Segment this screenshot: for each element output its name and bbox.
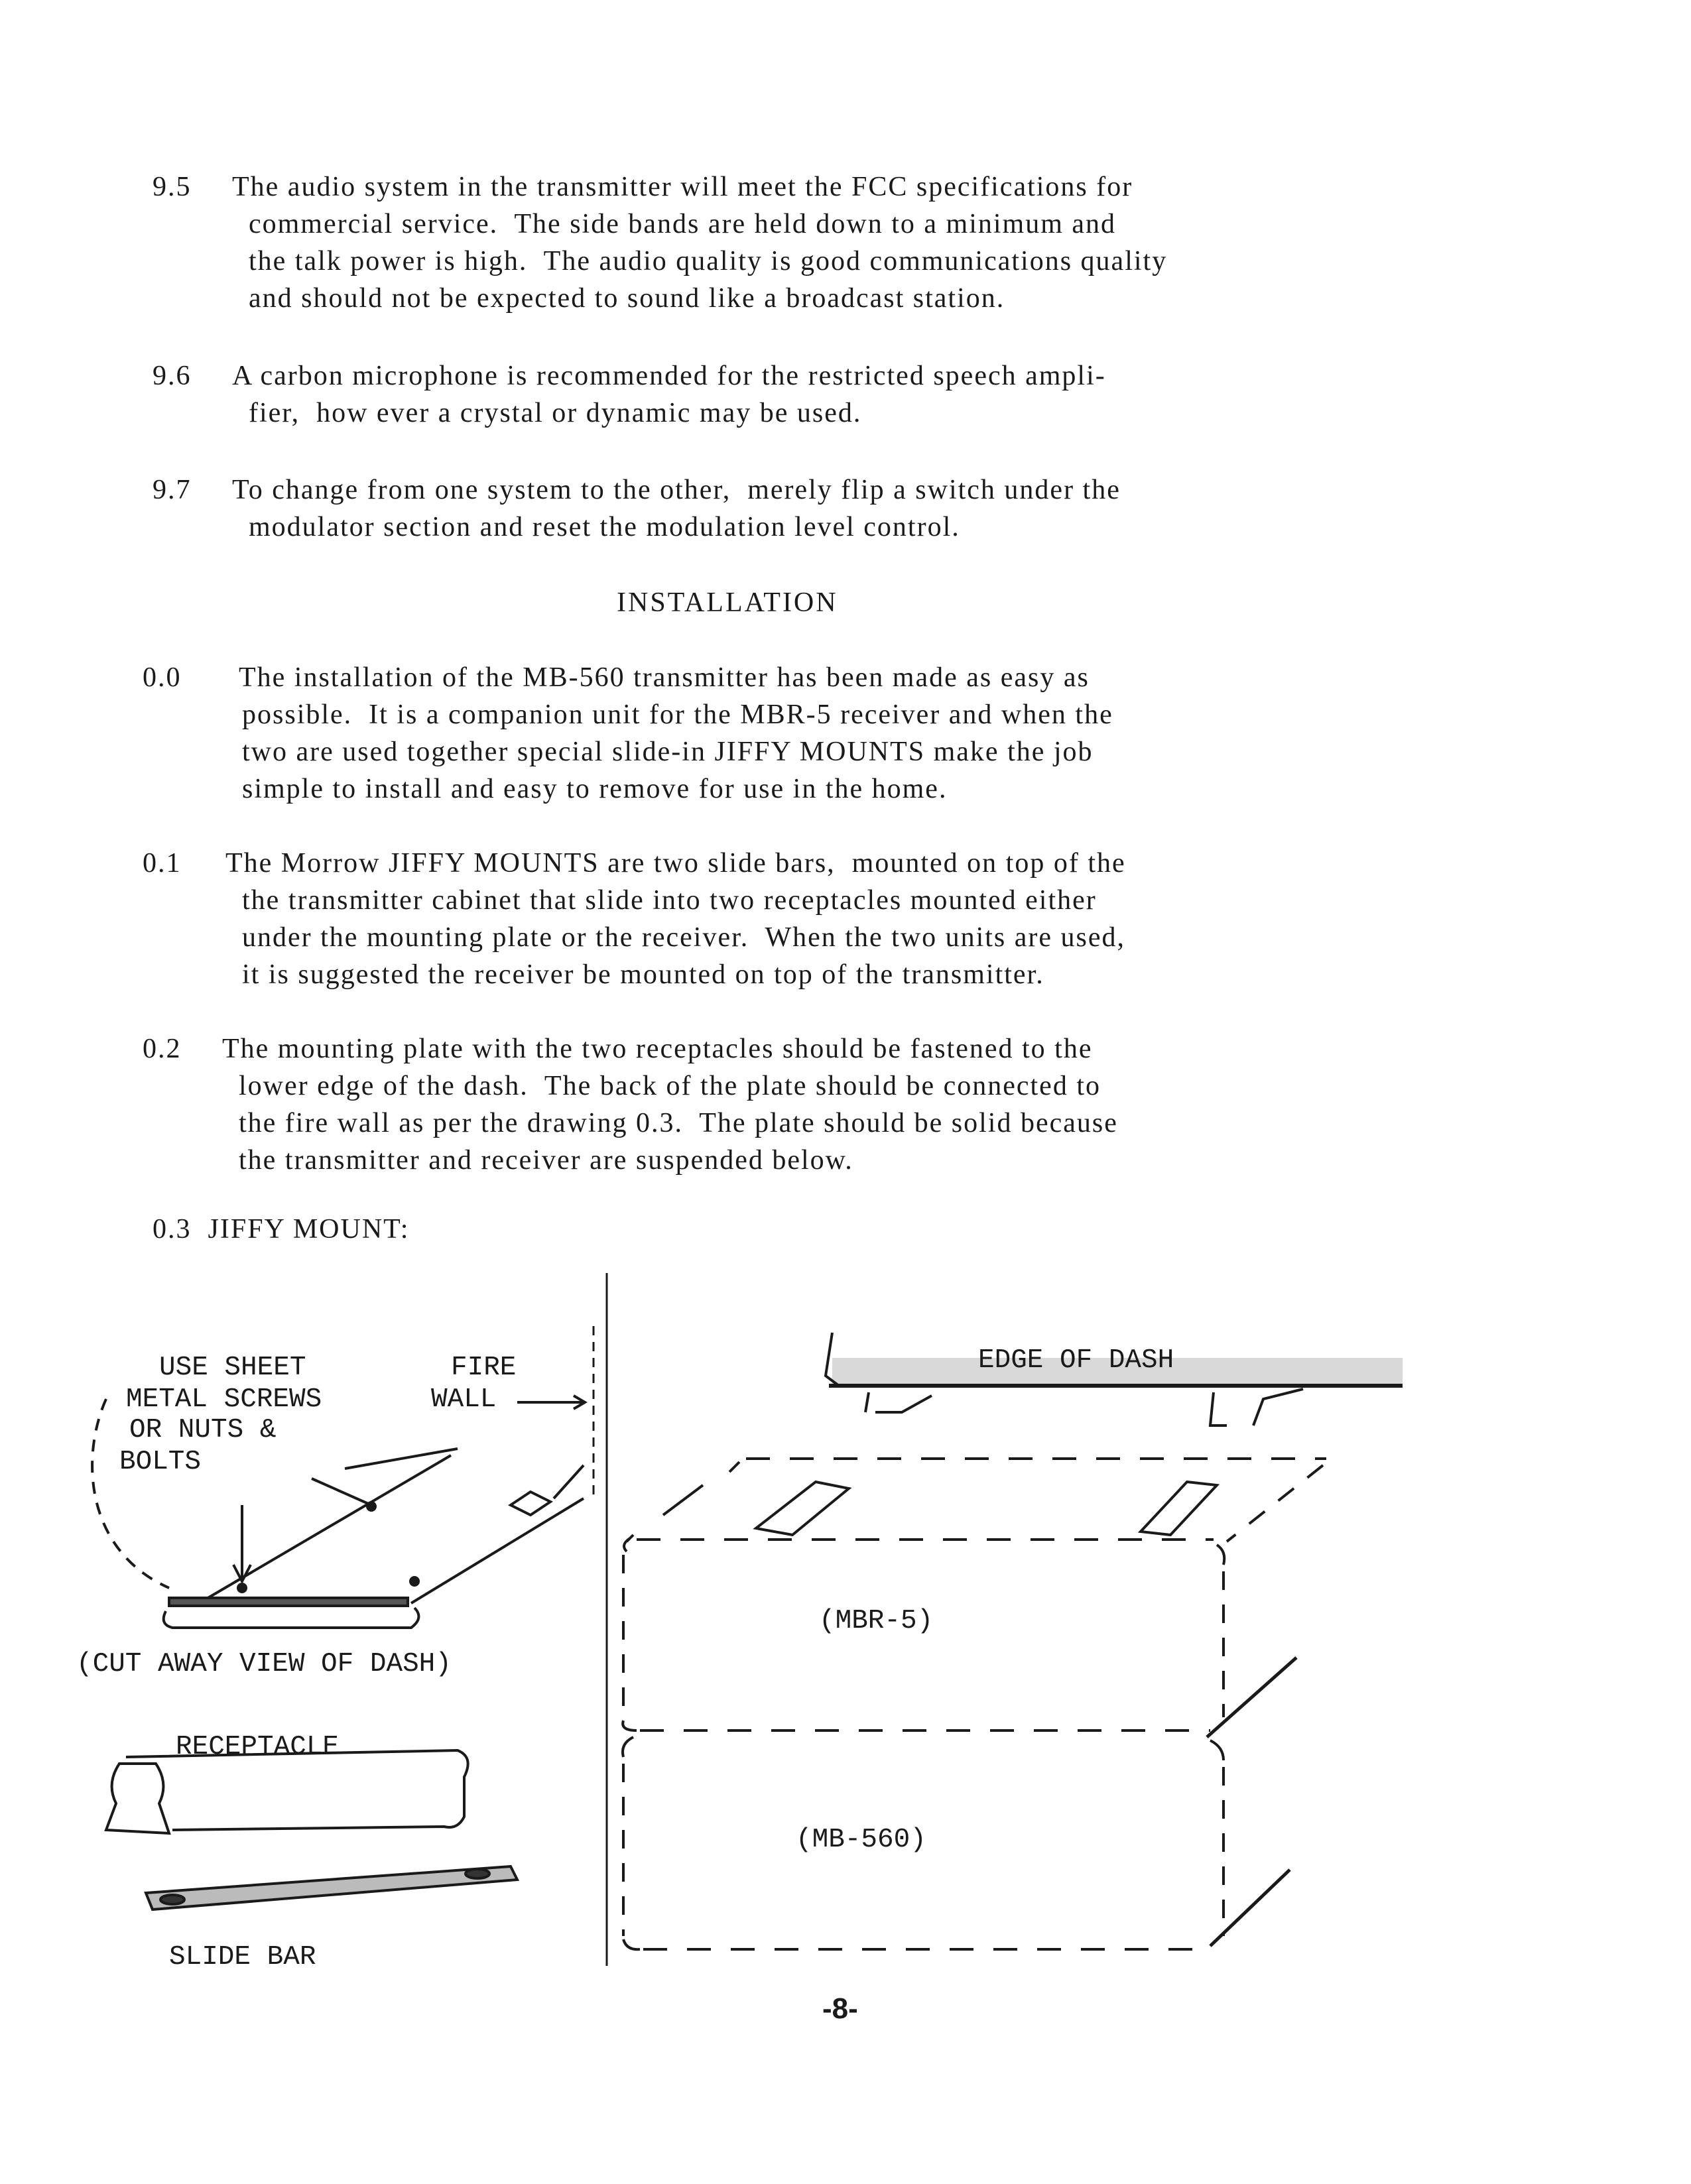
box-corner (624, 1538, 630, 1551)
text-line: the talk power is high. The audio quality is good communications quality (249, 246, 1168, 276)
fire-wall-label: WALL (431, 1384, 497, 1415)
text-line: The audio system in the transmitter will meet the FCC specifications for (232, 172, 1133, 202)
text-line: The Morrow JIFFY MOUNTS are two slide bars, mounted on top of the (225, 848, 1126, 879)
slide-bar-hole (160, 1895, 184, 1904)
slide-bar (146, 1866, 517, 1910)
text-line: the transmitter and receiver are suspended below. (239, 1145, 853, 1176)
dashed-edge (627, 1462, 739, 1542)
plate-bottom (164, 1608, 419, 1628)
text-line: commercial service. The side bands are held down to a minimum and (249, 209, 1117, 239)
receptacle-under-dash (865, 1392, 932, 1412)
box-corner (623, 1737, 633, 1757)
text-line: under the mounting plate or the receiver. When the two units are used, (242, 922, 1126, 953)
figure-caption (153, 1213, 409, 1245)
section-number: 9.5 (153, 172, 192, 202)
box-corner (1210, 1740, 1223, 1760)
section-number: 9.6 (153, 361, 192, 391)
receptacle-end (106, 1764, 169, 1833)
text-line: possible. It is a companion unit for the MBR-5 receiver and when the (242, 699, 1113, 730)
section-number: 0.0 (143, 662, 182, 693)
text-line: the transmitter cabinet that slide into two receptacles mounted either (242, 885, 1097, 916)
slide-bar-hole (466, 1869, 489, 1878)
box-corner (623, 1939, 640, 1949)
text-line: To change from one system to the other, merely flip a switch under the (232, 475, 1121, 505)
cutaway-label: (CUT AWAY VIEW OF DASH) (76, 1649, 452, 1679)
screw-hole (238, 1584, 246, 1592)
section-number: 0.2 (143, 1034, 182, 1064)
leader-line (345, 1449, 458, 1469)
text-line: fier, how ever a crystal or dynamic may be used. (249, 398, 862, 428)
box-corner (623, 1721, 637, 1730)
text-line: simple to install and easy to remove for use in the home. (242, 774, 948, 804)
text-line: the fire wall as per the drawing 0.3. The plate should be solid because (239, 1108, 1118, 1138)
text-line: modulator section and reset the modulation level control. (249, 512, 960, 542)
text-line: and should not be expected to sound like a broadcast station. (249, 283, 1005, 314)
receiver-label: (MBR-5) (819, 1606, 934, 1636)
receptacle-label: RECEPTACLE (176, 1732, 340, 1762)
screw-note-line: BOLTS (119, 1447, 202, 1477)
slide-bar-top (1141, 1482, 1217, 1535)
edge-of-dash-label: EDGE OF DASH (978, 1345, 1174, 1376)
screw-note-line: METAL SCREWS (126, 1384, 322, 1415)
page-number: -8- (822, 1992, 858, 2025)
receptacle-body (126, 1750, 468, 1830)
transmitter-label: (MB-560) (796, 1825, 926, 1855)
bracket (511, 1492, 550, 1515)
dashed-edge (1227, 1465, 1323, 1542)
text-line: lower edge of the dash. The back of the plate should be connected to (239, 1071, 1101, 1101)
mounting-plate (169, 1598, 408, 1606)
screw-note-line: USE SHEET (159, 1353, 306, 1383)
slide-bar-top (756, 1482, 849, 1535)
receptacle-under-dash (1210, 1389, 1303, 1426)
screw-note-line: OR NUTS & (129, 1415, 277, 1445)
section-number: 9.7 (153, 475, 192, 505)
fire-wall-label: FIRE (451, 1353, 517, 1383)
text-line: it is suggested the receiver be mounted on top of the transmitter. (242, 959, 1044, 990)
box-corner (1217, 1545, 1224, 1565)
mbr5-side-edge (1207, 1658, 1296, 1737)
plate-edge (411, 1498, 584, 1603)
leader-line (312, 1479, 371, 1505)
screw-hole (367, 1502, 375, 1510)
bracket-arrow (554, 1465, 584, 1498)
text-line: The mounting plate with the two receptacles should be fastened to the (222, 1034, 1093, 1064)
text-line: The installation of the MB-560 transmitter has been made as easy as (239, 662, 1090, 693)
text-line: A carbon microphone is recommended for the restricted speech ampli- (232, 361, 1106, 391)
figure-title: JIFFY MOUNT: (208, 1214, 410, 1244)
text-line: two are used together special slide-in JIFFY MOUNTS make the job (242, 737, 1094, 767)
slide-bar-label: SLIDE BAR (169, 1942, 316, 1972)
section-number: 0.1 (143, 848, 182, 879)
jiffy-mount-diagram (0, 1260, 1691, 1976)
screw-hole (410, 1577, 418, 1585)
figure-number: 0.3 (153, 1214, 192, 1244)
section-heading: INSTALLATION (617, 587, 838, 618)
